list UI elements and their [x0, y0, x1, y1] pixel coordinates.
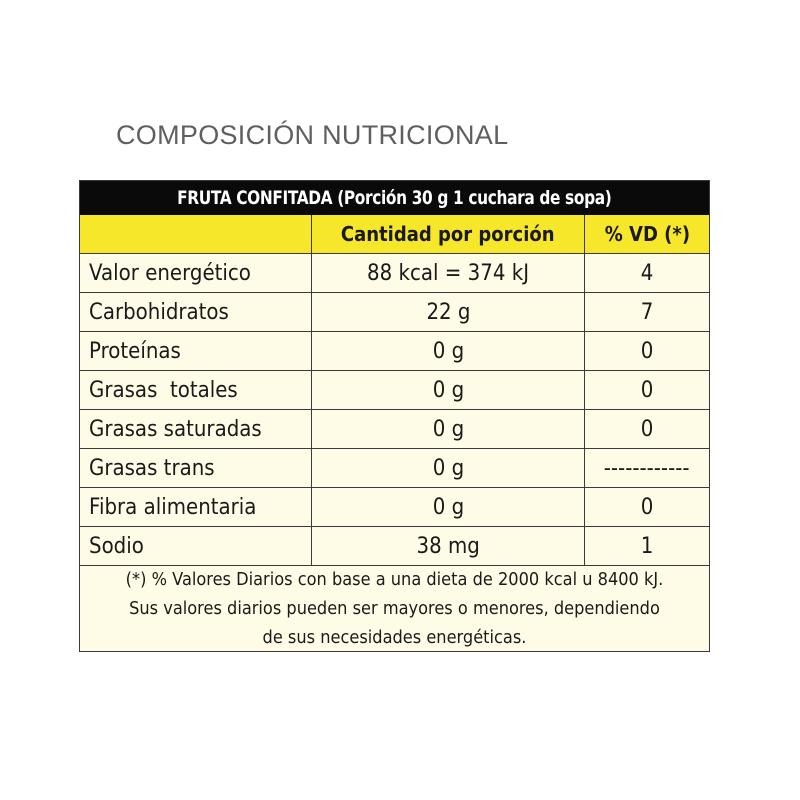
nutrient-amount: 38 mg: [311, 527, 584, 565]
nutrient-name: Valor energético: [89, 260, 251, 286]
daily-value-footnote: [80, 565, 709, 651]
nutrient-amount: 0 g: [311, 332, 584, 370]
nutrient-name: Carbohidratos: [89, 299, 229, 325]
header-daily-value: % VD (*): [584, 215, 709, 253]
nutrient-daily-value: 0: [584, 371, 709, 409]
footnote-text: (*) % Valores Diarios con base a una dieta de 2000 kcal u 8400 kJ. Sus valores diarios pueden ser mayores o menores, dependiendo de sus necesidades energéticas.: [125, 569, 664, 648]
table-row: [80, 370, 709, 409]
nutrient-name: Proteínas: [89, 338, 181, 364]
header-amount: Cantidad por porción: [311, 215, 584, 253]
table-row: [80, 487, 709, 526]
nutrient-amount: 22 g: [311, 293, 584, 331]
nutrient-amount: 0 g: [311, 410, 584, 448]
table-row: [80, 331, 709, 370]
nutrition-facts-table: [79, 180, 710, 652]
table-header-row: [80, 215, 709, 253]
nutrient-name: Fibra alimentaria: [89, 494, 257, 520]
table-title-bar: [80, 181, 709, 215]
nutrient-daily-value: 7: [584, 293, 709, 331]
nutrient-name: Grasas totales: [89, 377, 238, 403]
nutrient-amount: 0 g: [311, 371, 584, 409]
nutrient-daily-value: ------------: [584, 449, 709, 487]
table-row: [80, 448, 709, 487]
nutrient-amount: 0 g: [311, 449, 584, 487]
nutrient-amount: 0 g: [311, 488, 584, 526]
table-row: [80, 292, 709, 331]
nutrient-daily-value: 0: [584, 332, 709, 370]
table-row: [80, 526, 709, 565]
table-title: FRUTA CONFITADA (Porción 30 g 1 cuchara de sopa): [177, 187, 612, 209]
nutrient-name: Sodio: [89, 533, 144, 559]
nutrient-daily-value: 0: [584, 488, 709, 526]
nutrient-daily-value: 4: [584, 254, 709, 292]
table-row: [80, 253, 709, 292]
nutrient-amount: 88 kcal = 374 kJ: [311, 254, 584, 292]
header-nutrient: [80, 215, 311, 253]
nutrient-name: Grasas trans: [89, 455, 215, 481]
nutrient-daily-value: 0: [584, 410, 709, 448]
table-row: [80, 409, 709, 448]
nutrient-name: Grasas saturadas: [89, 416, 262, 442]
page-title: COMPOSICIÓN NUTRICIONAL: [116, 120, 509, 150]
nutrient-daily-value: 1: [584, 527, 709, 565]
